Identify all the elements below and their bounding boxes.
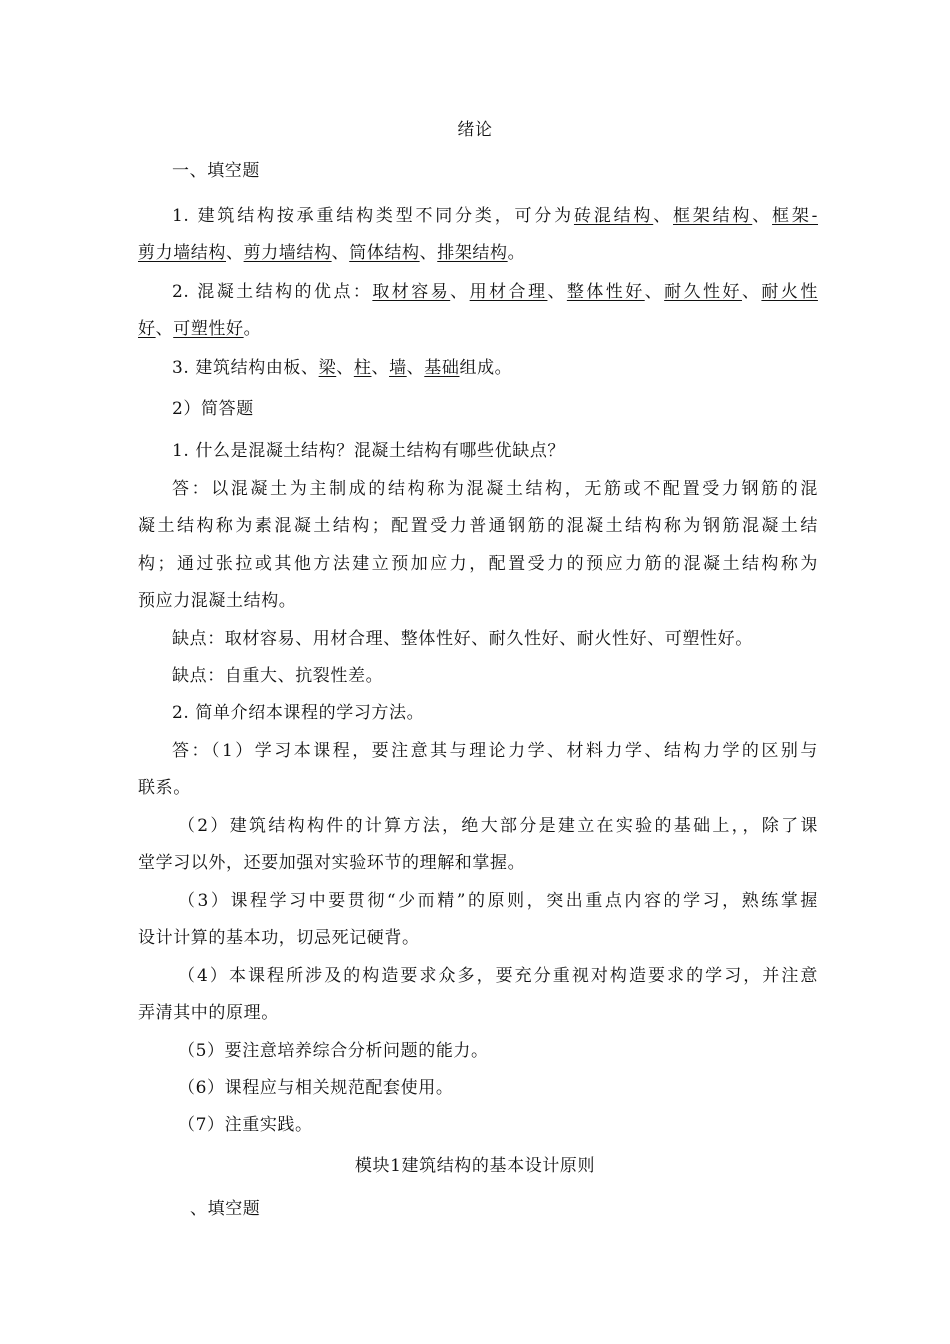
answer-blank: 排架结构: [437, 243, 508, 263]
page-title: 绪论: [457, 120, 493, 140]
short-question-1: 1. 什么是混凝土结构？混凝土结构有哪些优缺点？: [172, 441, 566, 461]
answer-blank: 柱: [353, 358, 372, 378]
section-heading-short-answer: 2）简答题: [172, 399, 254, 419]
answer-blank: 梁: [318, 358, 337, 378]
answer-2-p1-line-1: 答：（1）学习本课程，要注意其与理论力学、材料力学、结构力学的区别与: [172, 741, 818, 761]
answer-1-line-3: 构；通过张拉或其他方法建立预加应力，配置受力的预应力筋的混凝土结构称为: [138, 554, 818, 574]
answer-1-line-4: 预应力混凝土结构。: [138, 591, 297, 611]
module-title: 模块1建筑结构的基本设计原则: [354, 1156, 596, 1176]
answer-blank: 取材容易: [372, 282, 451, 302]
answer-blank: 用材合理: [469, 282, 548, 302]
answer-2-p1-line-2: 联系。: [138, 778, 191, 798]
module-section-heading: 、填空题: [190, 1199, 261, 1219]
answer-2-p5: （5）要注意培养综合分析问题的能力。: [178, 1041, 489, 1061]
answer-blank: 剪力墙结构: [138, 243, 226, 263]
answer-2-p7: （7）注重实践。: [178, 1115, 313, 1135]
question-2-line-2: 好、可塑性好。: [138, 319, 262, 339]
answer-blank: 框架-: [772, 206, 819, 226]
answer-2-p4-line-2: 弄清其中的原理。: [138, 1003, 279, 1023]
cons-line: 缺点：自重大、抗裂性差。: [172, 666, 384, 686]
answer-blank: 耐火性: [761, 282, 818, 302]
question-1-line-1: 1. 建筑结构按承重结构类型不同分类，可分为砖混结构、框架结构、框架-: [172, 206, 819, 226]
answer-2-p6: （6）课程应与相关规范配套使用。: [178, 1078, 454, 1098]
answer-2-p2-line-1: （2）建筑结构构件的计算方法，绝大部分是建立在实验的基础上，，除了课: [178, 816, 818, 836]
answer-blank: 砖混结构: [573, 206, 654, 226]
short-question-2: 2. 简单介绍本课程的学习方法。: [172, 703, 425, 723]
answer-2-p4-line-1: （4）本课程所涉及的构造要求众多，要充分重视对构造要求的学习，并注意: [178, 966, 818, 986]
answer-2-p3-line-2: 设计计算的基本功，切忌死记硬背。: [138, 928, 420, 948]
answer-1-line-1: 答：以混凝土为主制成的结构称为混凝土结构，无筋或不配置受力钢筋的混: [172, 479, 818, 499]
answer-blank: 好: [138, 319, 156, 339]
question-3: 3. 建筑结构由板、梁、柱、墙、基础组成。: [172, 358, 513, 378]
answer-1-line-2: 凝土结构称为素混凝土结构；配置受力普通钢筋的混凝土结构称为钢筋混凝土结: [138, 516, 818, 536]
answer-blank: 耐久性好: [664, 282, 742, 302]
section-heading-fill-in: 一、填空题: [172, 161, 260, 181]
pros-line: 缺点：取材容易、用材合理、整体性好、耐久性好、耐火性好、可塑性好。: [172, 629, 753, 649]
question-1-line-2: 剪力墙结构、剪力墙结构、筒体结构、排架结构。: [138, 243, 526, 263]
answer-blank: 墙: [389, 358, 407, 378]
question-2-line-1: 2. 混凝土结构的优点：取材容易、用材合理、整体性好、耐久性好、耐火性: [172, 282, 818, 302]
answer-blank: 整体性好: [566, 282, 645, 302]
answer-2-p2-line-2: 堂学习以外，还要加强对实验环节的理解和掌握。: [138, 853, 526, 873]
answer-blank: 框架结构: [673, 206, 753, 226]
answer-blank: 可塑性好: [173, 319, 244, 339]
answer-blank: 剪力墙结构: [243, 243, 332, 263]
answer-blank: 筒体结构: [349, 243, 420, 263]
answer-blank: 基础: [424, 358, 460, 378]
answer-2-p3-line-1: （3）课程学习中要贯彻“少而精”的原则，突出重点内容的学习，熟练掌握: [178, 891, 818, 911]
